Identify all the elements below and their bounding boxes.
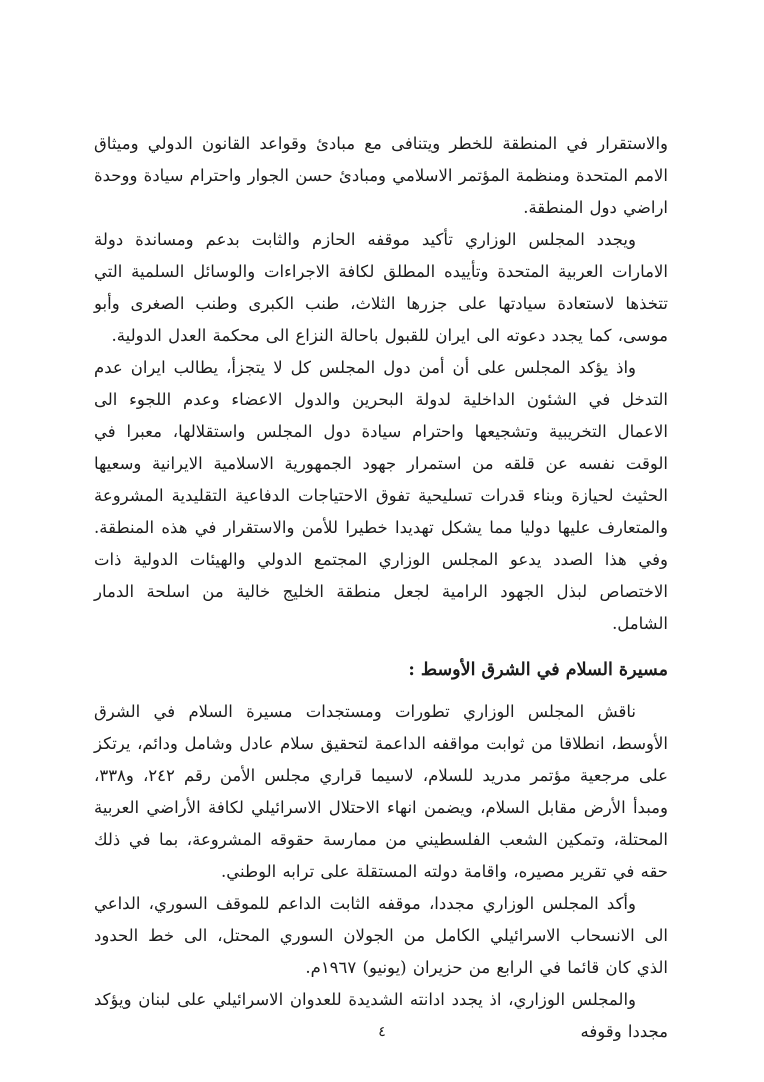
- paragraph: واذ يؤكد المجلس على أن أمن دول المجلس كل لا يتجزأ، يطالب ايران عدم التدخل في الشئون الداخلية لدولة البحرين والدول الاعضاء وعدم اللجوء الى الاعمال التخريبية وتشجيعها واحترام سيادة دول المجلس واستقلالها، معبرا في الوقت نفسه عن قلقه من استمرار جهود الجمهورية الاسلامية الايرانية وسعيها الحثيث لحيازة وبناء قدرات تسليحية تفوق الاحتياجات الدفاعية التقليدية المشروعة والمتعارف عليها دوليا مما يشكل تهديدا خطيرا للأمن والاستقرار في هذه المنطقة. وفي هذا الصدد يدعو المجلس الوزاري المجتمع الدولي والهيئات الدولية ذات الاختصاص لبذل الجهود الرامية لجعل منطقة الخليج خالية من اسلحة الدمار الشامل.: [94, 358, 668, 633]
- paragraph: ناقش المجلس الوزاري تطورات ومستجدات مسيرة السلام في الشرق الأوسط، انطلاقا من ثوابت مواقفه الداعمة لتحقيق سلام عادل وشامل ودائم، يرتكز على مرجعية مؤتمر مدريد للسلام، لاسيما قراري مجلس الأمن رقم ٢٤٢، و٣٣٨، ومبدأ الأرض مقابل السلام، ويضمن انهاء الاحتلال الاسرائيلي لكافة الأراضي العربية المحتلة، وتمكين الشعب الفلسطيني من ممارسة حقوقه المشروعة، بما في ذلك حقه في تقرير مصيره، واقامة دولته المستقلة على ترابه الوطني.: [94, 702, 668, 881]
- section-heading: مسيرة السلام في الشرق الأوسط :: [408, 660, 668, 680]
- paragraph: وأكد المجلس الوزاري مجددا، موقفه الثابت الداعم للموقف السوري، الداعي الى الانسحاب الاسرائيلي الكامل من الجولان السوري المحتل، الى خط الحدود الذي كان قائما في الرابع من حزيران (يونيو) ١٩٦٧م.: [94, 894, 668, 977]
- paragraph: والمجلس الوزاري، اذ يجدد ادانته الشديدة للعدوان الاسرائيلي على لبنان ويؤكد مجددا وقوفه: [94, 990, 668, 1041]
- paragraph: والاستقرار في المنطقة للخطر ويتنافى مع مبادئ وقواعد القانون الدولي وميثاق الامم المتحدة ومنظمة المؤتمر الاسلامي ومبادئ حسن الجوار واحترام سيادة ووحدة اراضي دول المنطقة.: [93, 134, 668, 217]
- text-block: [94, 128, 668, 1048]
- paragraph: ويجدد المجلس الوزاري تأكيد موقفه الحازم والثابت بدعم ومساندة دولة الامارات العربية المتحدة وتأييده المطلق لكافة الاجراءات والوسائل السلمية التي تتخذها لاستعادة سيادتها على جزرها الثلاث، طنب الكبرى وطنب الصغرى وأبو موسى، كما يجدد دعوته الى ايران للقبول باحالة النزاع الى محكمة العدل الدولية.: [94, 230, 668, 345]
- page-number: ٤: [378, 1024, 386, 1040]
